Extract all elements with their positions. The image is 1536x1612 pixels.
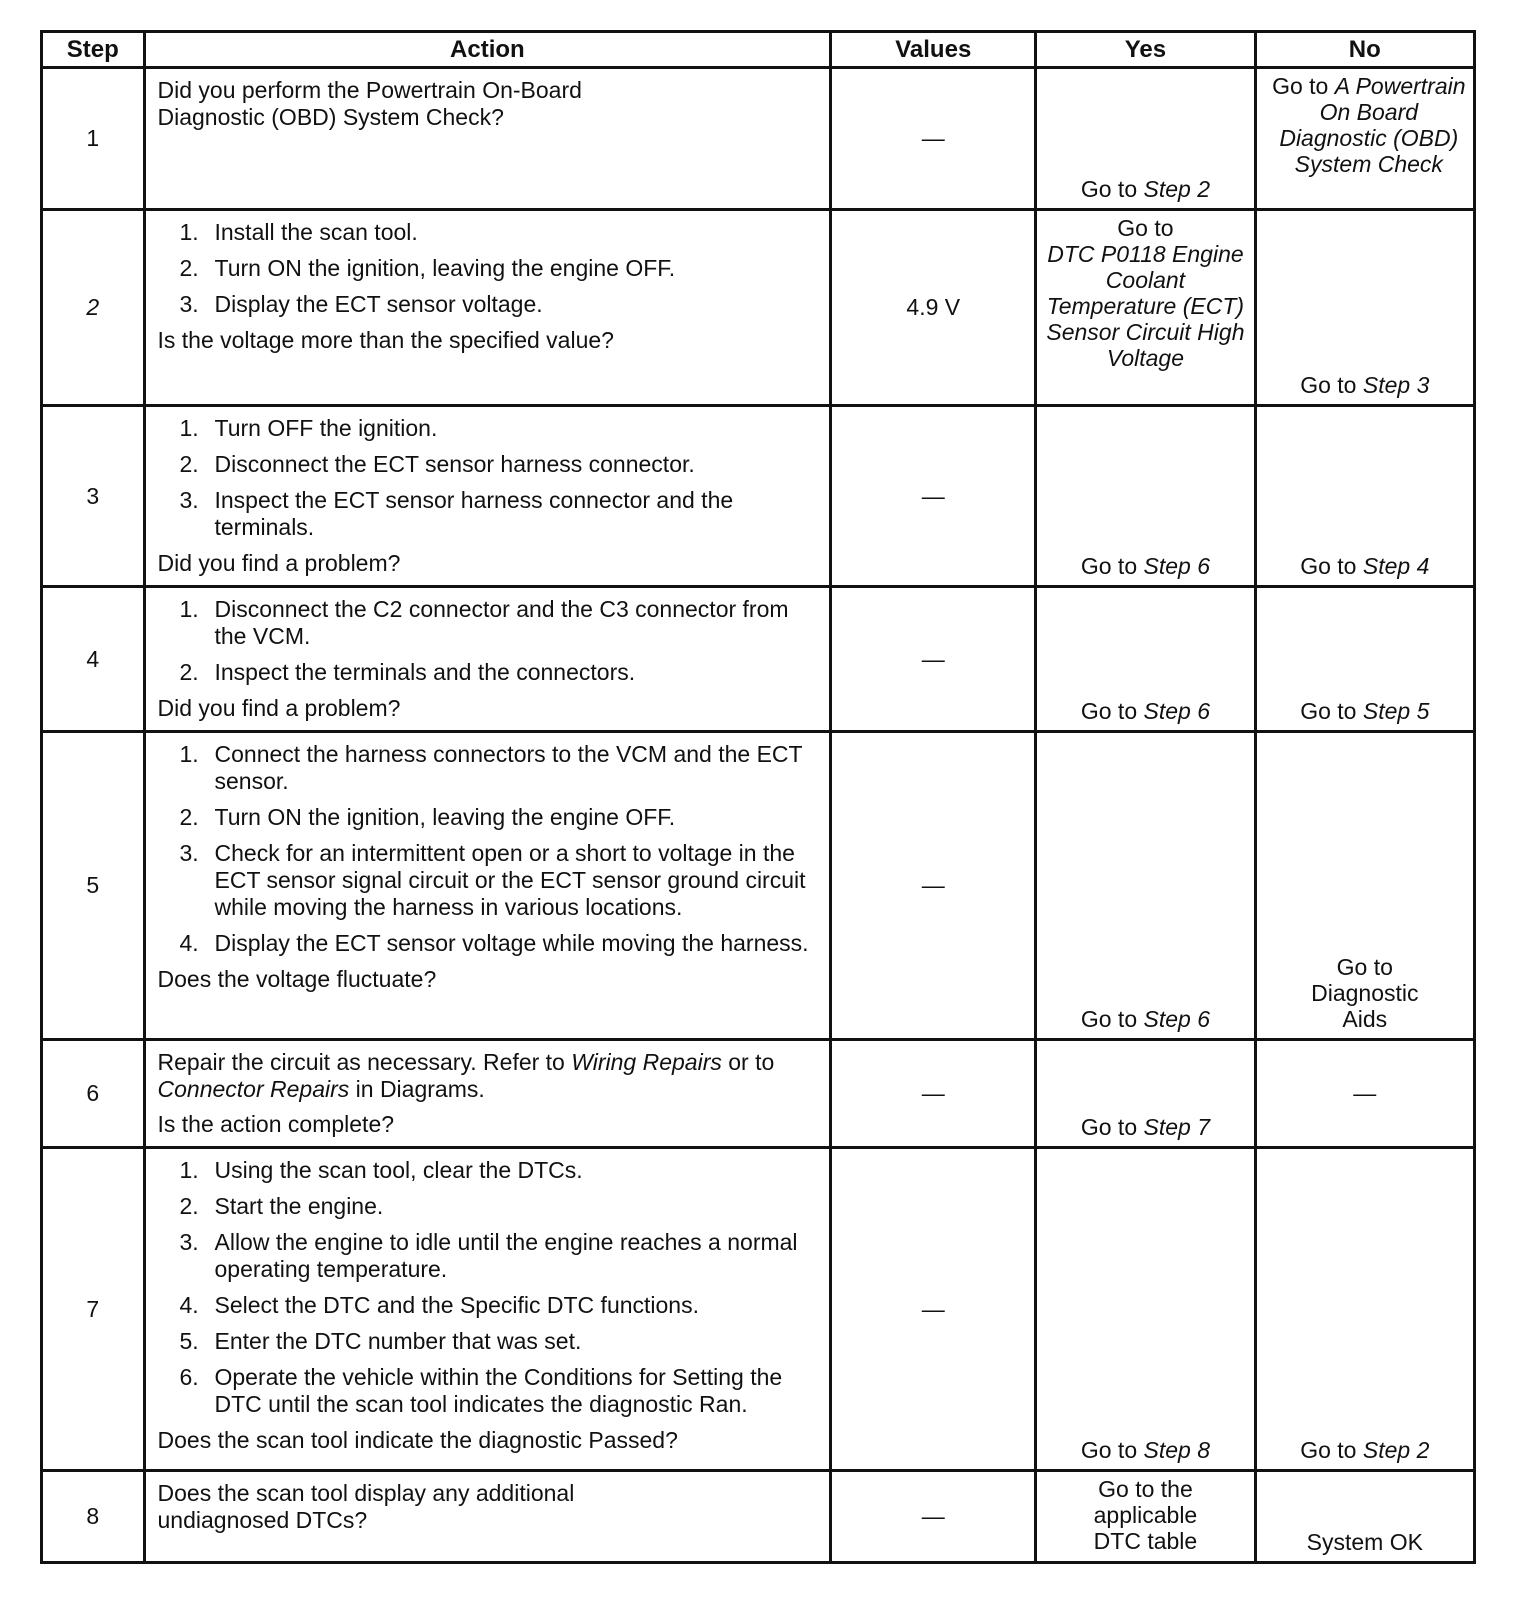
- list-item: 6. Operate the vehicle within the Conditions for Setting the DTC until the scan tool indicates the diagnostic Ran.: [179, 1364, 783, 1417]
- value-cell: —: [831, 587, 1036, 732]
- no-step-link[interactable]: Step 4: [1362, 553, 1430, 579]
- yes-cell: [1036, 1148, 1255, 1471]
- list-item: 2. Turn ON the ignition, leaving the engine OFF.: [179, 804, 676, 830]
- table-row: [42, 732, 1475, 1040]
- header-no: No: [1255, 32, 1474, 68]
- yes-step-link[interactable]: Step 6: [1143, 553, 1211, 579]
- header-step: Step: [42, 32, 145, 68]
- value-cell: 4.9 V: [831, 210, 1036, 406]
- action-question: Does the scan tool indicate the diagnostic Passed?: [157, 1427, 678, 1453]
- header-row: [42, 32, 1475, 68]
- wiring-repairs-link[interactable]: Wiring Repairs: [571, 1049, 722, 1075]
- action-cell: [144, 1040, 831, 1148]
- table-row: [42, 68, 1475, 210]
- step-number: 1: [42, 68, 145, 210]
- no-step-link[interactable]: Step 2: [1362, 1437, 1430, 1463]
- list-item: 2. Disconnect the ECT sensor harness connector.: [179, 451, 695, 477]
- yes-prefix: Go to: [1117, 215, 1174, 241]
- action-question: Does the scan tool display any additional undiagnosed DTCs?: [157, 1480, 575, 1533]
- list-item: 3. Allow the engine to idle until the engine reaches a normal operating temperature.: [179, 1229, 798, 1282]
- action-steps: [158, 219, 818, 318]
- connector-repairs-link[interactable]: Connector Repairs: [157, 1076, 350, 1102]
- yes-cell: [1036, 406, 1255, 587]
- no-cell: —: [1255, 1040, 1474, 1148]
- action-steps: [158, 741, 818, 957]
- no-step-link[interactable]: Step 3: [1362, 372, 1430, 398]
- no-prefix: Go to: [1300, 1437, 1357, 1463]
- yes-step-link[interactable]: Step 7: [1143, 1114, 1211, 1140]
- table-row: [42, 210, 1475, 406]
- value-cell: —: [831, 1040, 1036, 1148]
- action-cell: [144, 406, 831, 587]
- list-item: 2. Start the engine.: [179, 1193, 384, 1219]
- list-item: 1. Connect the harness connectors to the VCM and the ECT sensor.: [179, 741, 803, 794]
- table-row: [42, 406, 1475, 587]
- value-cell: —: [831, 1471, 1036, 1563]
- table-row: [42, 1148, 1475, 1471]
- no-step-link[interactable]: Go to Diagnostic Aids: [1311, 954, 1419, 1032]
- list-item: 2. Inspect the terminals and the connectors.: [179, 659, 636, 685]
- yes-step-link[interactable]: Step 2: [1143, 176, 1211, 202]
- yes-cell: [1036, 68, 1255, 210]
- step-number: 4: [42, 587, 145, 732]
- value-cell: —: [831, 732, 1036, 1040]
- value-cell: —: [831, 406, 1036, 587]
- yes-prefix: Go to: [1080, 698, 1138, 724]
- action-steps: [158, 1157, 818, 1418]
- yes-step-link[interactable]: Step 8: [1143, 1437, 1211, 1463]
- value-cell: —: [831, 1148, 1036, 1471]
- yes-step-link[interactable]: Step 6: [1143, 698, 1211, 724]
- header-values: Values: [831, 32, 1036, 68]
- no-cell: [1255, 210, 1474, 406]
- action-cell: [144, 210, 831, 406]
- no-step-link[interactable]: Step 5: [1362, 698, 1430, 724]
- action-cell: [144, 1148, 831, 1471]
- yes-step-link[interactable]: Step 6: [1143, 1006, 1211, 1032]
- list-item: 4. Select the DTC and the Specific DTC functions.: [179, 1292, 699, 1318]
- yes-cell: [1036, 587, 1255, 732]
- action-question: Is the action complete?: [157, 1111, 395, 1137]
- yes-prefix: Go to: [1080, 1006, 1138, 1032]
- action-cell: [144, 1471, 831, 1563]
- step-number: 3: [42, 406, 145, 587]
- list-item: 3. Check for an intermittent open or a short to voltage in the ECT sensor signal circuit or the ECT sensor ground circuit while moving the harness in various locations.: [179, 840, 806, 920]
- no-cell: [1255, 587, 1474, 732]
- step-number: 2: [42, 210, 145, 406]
- list-item: 4. Display the ECT sensor voltage while moving the harness.: [179, 930, 809, 956]
- list-item: 2. Turn ON the ignition, leaving the engine OFF.: [179, 255, 676, 281]
- list-item: 1. Using the scan tool, clear the DTCs.: [179, 1157, 583, 1183]
- action-steps: [158, 415, 818, 541]
- yes-cell: [1036, 1471, 1255, 1563]
- no-cell: [1255, 406, 1474, 587]
- no-prefix: Go to: [1272, 73, 1329, 99]
- no-cell: [1255, 1148, 1474, 1471]
- yes-step-link[interactable]: DTC P0118 Engine Coolant Temperature (ECT) Sensor Circuit High Voltage: [1046, 241, 1245, 371]
- step-number: 7: [42, 1148, 145, 1471]
- action-cell: [144, 68, 831, 210]
- action-question: Did you perform the Powertrain On-Board Diagnostic (OBD) System Check?: [157, 77, 582, 130]
- action-steps: [158, 596, 818, 686]
- list-item: 1. Install the scan tool.: [179, 219, 418, 245]
- step-number: 6: [42, 1040, 145, 1148]
- action-instruction: Repair the circuit as necessary. Refer to Wiring Repairs or to Connector Repairs in Diagrams.: [157, 1049, 775, 1102]
- list-item: 1. Turn OFF the ignition.: [179, 415, 438, 441]
- action-cell: [144, 587, 831, 732]
- value-cell: —: [831, 68, 1036, 210]
- no-prefix: Go to: [1300, 372, 1357, 398]
- action-question: Did you find a problem?: [157, 550, 401, 576]
- step-number: 5: [42, 732, 145, 1040]
- list-item: 3. Display the ECT sensor voltage.: [179, 291, 543, 317]
- yes-step-link[interactable]: Go to the applicable DTC table: [1093, 1476, 1198, 1554]
- no-cell: [1255, 68, 1474, 210]
- table-row: [42, 1040, 1475, 1148]
- yes-cell: [1036, 1040, 1255, 1148]
- table-row: [42, 1471, 1475, 1563]
- yes-cell: [1036, 732, 1255, 1040]
- no-prefix: Go to: [1300, 698, 1357, 724]
- action-question: Did you find a problem?: [157, 695, 401, 721]
- yes-prefix: Go to: [1080, 553, 1138, 579]
- header-action: Action: [144, 32, 831, 68]
- action-question: Is the voltage more than the specified value?: [157, 327, 614, 353]
- diagnostic-table: [40, 30, 1476, 1564]
- yes-prefix: Go to: [1080, 176, 1138, 202]
- yes-prefix: Go to: [1080, 1437, 1138, 1463]
- action-question: Does the voltage fluctuate?: [157, 966, 437, 992]
- step-number: 8: [42, 1471, 145, 1563]
- action-cell: [144, 732, 831, 1040]
- list-item: 3. Inspect the ECT sensor harness connector and the terminals.: [179, 487, 734, 540]
- yes-cell: [1036, 210, 1255, 406]
- no-cell: System OK: [1255, 1471, 1474, 1563]
- list-item: 5. Enter the DTC number that was set.: [179, 1328, 582, 1354]
- no-cell: [1255, 732, 1474, 1040]
- no-prefix: Go to: [1300, 553, 1357, 579]
- header-yes: Yes: [1036, 32, 1255, 68]
- list-item: 1. Disconnect the C2 connector and the C3 connector from the VCM.: [179, 596, 789, 649]
- no-step-link[interactable]: A Powertrain On Board Diagnostic (OBD) System Check: [1279, 73, 1466, 177]
- yes-prefix: Go to: [1080, 1114, 1138, 1140]
- table-row: [42, 587, 1475, 732]
